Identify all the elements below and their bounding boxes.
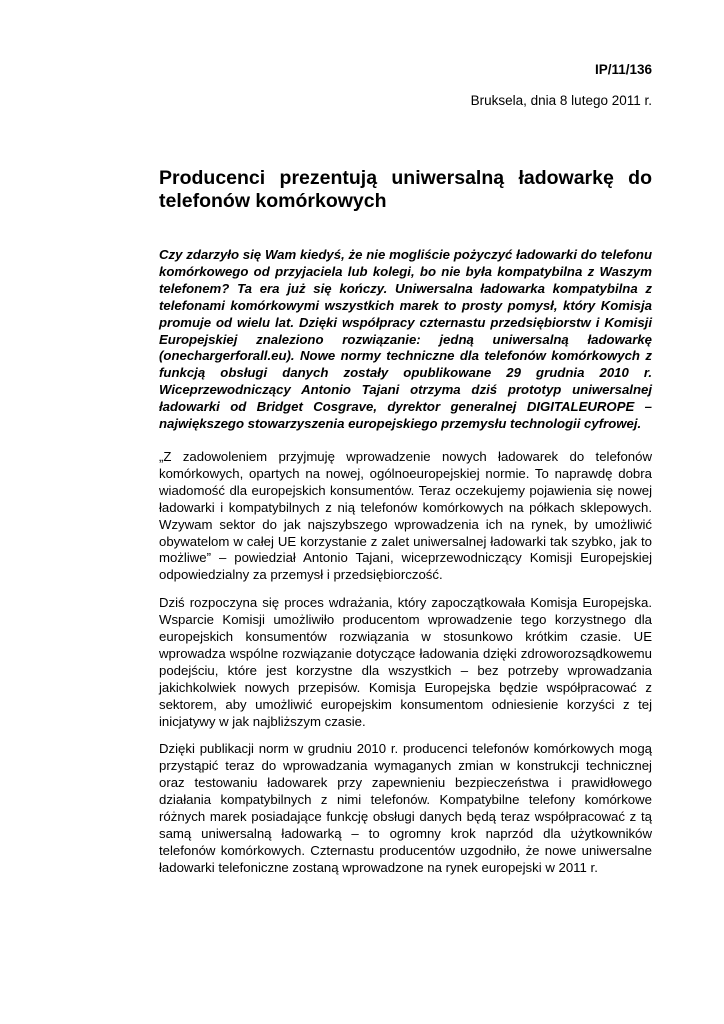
dateline: Bruksela, dnia 8 lutego 2011 r.: [470, 93, 652, 108]
press-release-reference: IP/11/136: [594, 62, 652, 77]
body-paragraph-3: Dzięki publikacji norm w grudniu 2010 r. producenci telefonów komórkowych mogą przystąpić teraz do wprowadzania wymaganych zmian w konstrukcji technicznej oraz testowaniu ładowarek przy zapewnieniu bezpieczeństwa i prawidłowego działania kompatybilnych z nimi telefonów. Kompatybilne telefony komórkowe różnych marek posiadające funkcję obsługi danych będą teraz współpracować z tą samą uniwersalną ładowarką – to ogromny krok naprzód dla użytkowników telefonów komórkowych. Czternastu producentów uzgodniło, że nowe uniwersalne ładowarki telefoniczne zostaną wprowadzone na rynek europejski w 2011 r.: [159, 741, 652, 875]
article-title: Producenci prezentują uniwersalną ładowarkę do telefonów komórkowych: [159, 167, 652, 212]
body-paragraph-2: Dziś rozpoczyna się proces wdrażania, który zapoczątkowała Komisja Europejska. Wsparcie Komisji umożliwiło producentom wprowadzenie tego korzystnego dla europejskich konsumentów rozwiązania w stosunkowo krótkim czasie. UE wprowadza wspólne rozwiązanie dotyczące ładowania dzięki zdroworozsądkowemu podejściu, które jest korzystne dla wszystkich – bez potrzeby wprowadzania jakichkolwiek nowych przepisów. Komisja Europejska będzie współpracować z sektorem, aby umożliwić europejskim konsumentom odniesienie korzyści z tej inicjatywy w jak najbliższym czasie.: [159, 595, 652, 729]
article-body: [159, 167, 652, 877]
body-paragraph-1: „Z zadowoleniem przyjmuję wprowadzenie nowych ładowarek do telefonów komórkowych, opartych na nowej, ogólnoeuropejskiej normie. To naprawdę dobra wiadomość dla europejskich konsumentów. Teraz oczekujemy pojawienia się nowej ładowarki i kompatybilnych z nią telefonów komórkowych na półkach sklepowych. Wzywam sektor do jak najszybszego wprowadzenia ich na rynek, by umożliwić obywatelom w całej UE korzystanie z zalet uniwersalnej ładowarki tak szybko, jak to możliwe” – powiedział Antonio Tajani, wiceprzewodniczący Komisji Europejskiej odpowiedzialny za przemysł i przedsiębiorczość.: [159, 448, 652, 583]
lead-paragraph: Czy zdarzyło się Wam kiedyś, że nie mogliście pożyczyć ładowarki do telefonu komórkowego od przyjaciela lub kolegi, bo nie była kompatybilna z Waszym telefonem? Ta era już się kończy. Uniwersalna ładowarka kompatybilna z telefonami komórkowymi wszystkich marek to prosty pomysł, który Komisja promuje od wielu lat. Dzięki współpracy czternastu przedsiębiorstw i Komisji Europejskiej znaleziono rozwiązanie: jedną uniwersalną ładowarkę (onechargerforall.eu). Nowe normy techniczne dla telefonów komórkowych z funkcją obsługi danych zostały opublikowane 29 grudnia 2010 r. Wiceprzewodniczący Antonio Tajani otrzyma dziś prototyp uniwersalnej ładowarki od Bridget Cosgrave, dyrektor generalnej DIGITALEUROPE – największego stowarzyszenia europejskiego przemysłu technologii cyfrowej.: [159, 247, 652, 432]
